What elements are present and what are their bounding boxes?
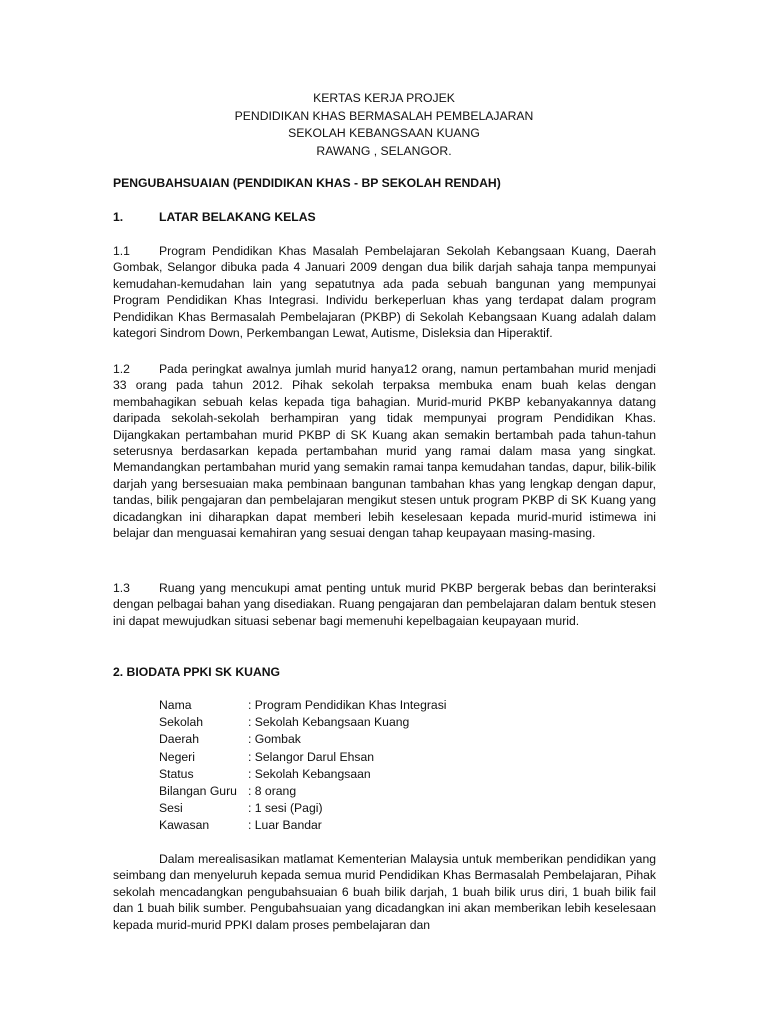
document-subtitle: PENGUBAHSUAIAN (PENDIDIKAN KHAS - BP SEKOLAH RENDAH) xyxy=(113,176,501,190)
section-1-number: 1. xyxy=(113,210,124,224)
biodata-value: : 8 orang xyxy=(248,783,297,798)
biodata-row xyxy=(159,697,447,714)
biodata-value: : Selangor Darul Ehsan xyxy=(248,749,375,764)
biodata-label: Status xyxy=(159,766,194,781)
biodata-row xyxy=(159,749,447,766)
biodata-row xyxy=(159,817,447,834)
biodata-value: : Gombak xyxy=(248,732,301,747)
biodata-label: Bilangan Guru xyxy=(159,783,237,798)
biodata-value: : Luar Bandar xyxy=(248,818,322,833)
header-line-2: PENDIDIKAN KHAS BERMASALAH PEMBELAJARAN xyxy=(234,108,534,123)
biodata-label: Daerah xyxy=(159,732,199,747)
section-1-title: LATAR BELAKANG KELAS xyxy=(159,210,316,224)
paragraph-1-1-number: 1.1 xyxy=(113,244,130,258)
paragraph-1-3-text: Ruang yang mencukupi amat penting untuk murid PKBP bergerak bebas dan berinteraksi dengan pelbagai bahan yang disediakan. Ruang pengajaran dan pembelajaran dalam bentuk stesen ini dapat mewujudkan situasi sebenar bagi memenuhi kepelbagaian keupayaan murid. xyxy=(113,581,656,628)
biodata-value: : Sekolah Kebangsaan xyxy=(248,766,371,781)
paragraph-1-3-number: 1.3 xyxy=(113,581,130,595)
paragraph-1-3 xyxy=(113,580,656,629)
biodata-label: Sesi xyxy=(159,801,183,816)
biodata-row xyxy=(159,766,447,783)
header-line-1: KERTAS KERJA PROJEK xyxy=(313,91,455,105)
biodata-label: Nama xyxy=(159,698,192,712)
paragraph-1-2-text: Pada peringkat awalnya jumlah murid hanya12 orang, namun pertambahan murid menjadi 33 orang pada tahun 2012. Pihak sekolah terpaksa membuka enam buah kelas dengan membahagikan sebuah kelas kepada tiga bahagian. Murid-murid PKBP kebanyakannya datang daripada sekolah-sekolah berhampiran yang tidak mempunyai program Pendidikan Khas. Dijangkakan pertambahan murid PKBP di SK Kuang akan semakin bertambah pada tahun-tahun seterusnya berdasarkan kepada pertambahan murid yang ramai dalam masa yang singkat. Memandangkan pertambahan murid yang semakin ramai tanpa kemudahan tandas, dapur, bilik-bilik darjah yang bersesuaian maka pembinaan bangunan tambahan khas yang lengkap dengan dapur, tandas, bilik pengajaran dan pembelajaran mengikut stesen untuk program PKBP di SK Kuang yang dicadangkan ini diharapkan dapat memberi lebih keselesaan kepada murid-murid istimewa ini belajar dan menguasai kemahiran yang sesuai dengan tahap keupayaan masing-masing. xyxy=(113,362,656,541)
section-2-title: 2. BIODATA PPKI SK KUANG xyxy=(113,665,281,679)
header-line-3: SEKOLAH KEBANGSAAN KUANG xyxy=(288,126,480,140)
biodata-row xyxy=(159,800,447,817)
biodata-row xyxy=(159,731,447,748)
paragraph-1-1-text: Program Pendidikan Khas Masalah Pembelajaran Sekolah Kebangsaan Kuang, Daerah Gombak, Selangor dibuka pada 4 Januari 2009 dengan dua bilik darjah sahaja tanpa mempunyai kemudahan-kemudahan lain yang sepatutnya ada pada sebuah bangunan yang mempunyai Program Pendidikan Khas Integrasi. Individu berkeperluan khas yang terdapat dalam program Pendidikan Khas Bermasalah Pembelajaran (PKBP) di Sekolah Kebangsaan Kuang adalah dalam kategori Sindrom Down, Perkembangan Lewat, Autisme, Disleksia dan Hiperaktif. xyxy=(113,244,656,341)
biodata-label: Sekolah xyxy=(159,715,204,730)
paragraph-1-1 xyxy=(113,243,656,341)
closing-paragraph xyxy=(113,851,656,933)
document-header xyxy=(0,90,768,160)
biodata-label: Negeri xyxy=(159,749,195,764)
biodata-row xyxy=(159,783,447,800)
paragraph-1-2-number: 1.2 xyxy=(113,362,130,376)
biodata-value: : Program Pendidikan Khas Integrasi xyxy=(248,698,447,712)
header-line-4: RAWANG , SELANGOR. xyxy=(316,143,452,158)
closing-paragraph-text: Dalam merealisasikan matlamat Kementerian Malaysia untuk memberikan pendidikan yang seimbang dan menyeluruh kepada semua murid Pendidikan Khas Bermasalah Pembelajaran, Pihak sekolah mencadangkan pengubahsuaian 6 buah bilik darjah, 1 buah bilik urus diri, 1 buah bilik fail dan 1 buah bilik sumber. Pengubahsuaian yang dicadangkan ini akan memberikan lebih keselesaan kepada murid-murid PPKI dalam proses pembelajaran dan xyxy=(113,852,656,932)
biodata-label: Kawasan xyxy=(159,818,210,833)
biodata-value: : 1 sesi (Pagi) xyxy=(248,801,323,816)
biodata-value: : Sekolah Kebangsaan Kuang xyxy=(248,715,410,730)
section-1-heading xyxy=(113,209,656,225)
paragraph-1-2 xyxy=(113,361,656,541)
biodata-row xyxy=(159,714,447,731)
biodata-list xyxy=(159,697,447,835)
